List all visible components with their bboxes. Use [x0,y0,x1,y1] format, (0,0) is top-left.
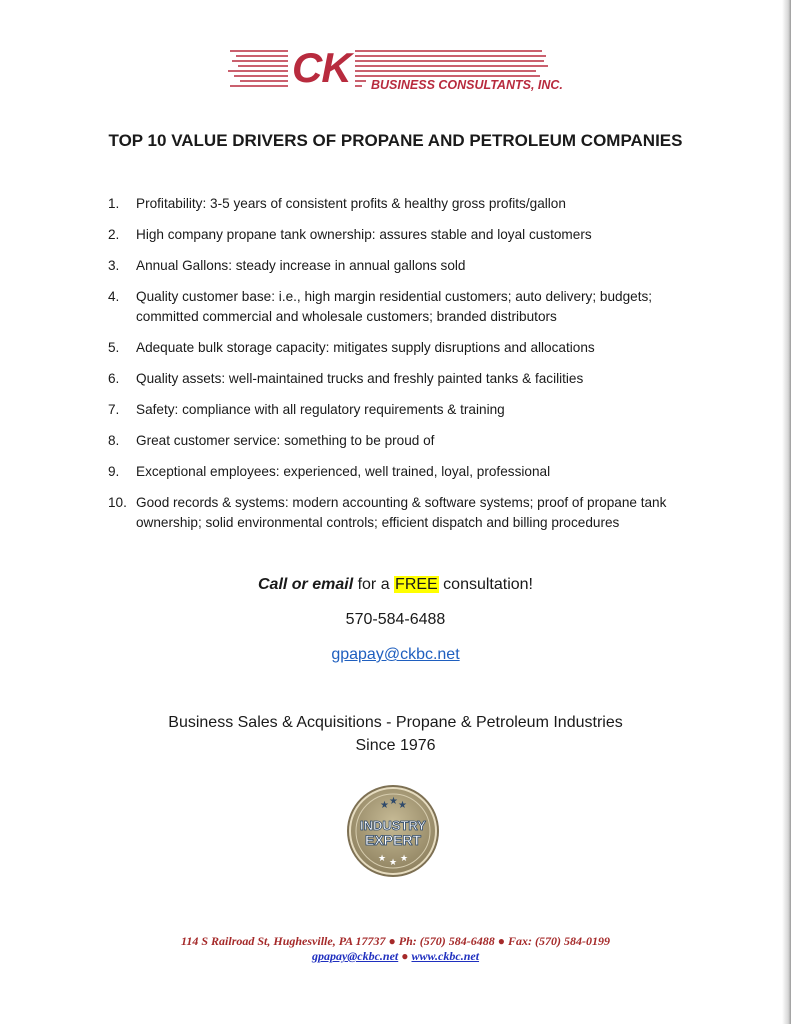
value-driver-text: Annual Gallons: steady increase in annual gallons sold [136,258,466,273]
value-driver-number: 7. [108,402,120,417]
value-driver-text: Quality assets: well-maintained trucks and freshly painted tanks & facilities [136,371,584,386]
badge-star-icon: ★ [400,853,409,863]
value-driver-number: 6. [108,371,120,386]
value-driver-item [108,225,708,245]
value-driver-item [108,338,708,358]
value-driver-text: Great customer service: something to be proud of [136,433,435,448]
value-driver-number: 10. [108,495,127,510]
value-driver-text: Adequate bulk storage capacity: mitigates supply disruptions and allocations [136,340,595,355]
value-driver-item [108,256,708,276]
value-driver-number: 9. [108,464,120,479]
badge-text-expert: EXPERT [364,832,422,848]
value-driver-item [108,194,708,214]
cta-mid-text: for a [353,576,395,593]
value-driver-item [108,369,708,389]
footer-website-link[interactable]: www.ckbc.net [411,949,480,963]
company-logo [226,44,562,98]
badge-star-icon: ★ [389,796,398,807]
value-driver-number: 8. [108,433,120,448]
business-description: Business Sales & Acquisitions - Propane & Petroleum Industries [168,714,623,731]
email-link[interactable]: gpapay@ckbc.net [331,646,460,663]
value-driver-text: Profitability: 3-5 years of consistent profits & healthy gross profits/gallon [136,196,566,211]
footer-email-link[interactable]: gpapay@ckbc.net [311,949,399,963]
footer-links [0,949,791,963]
badge-star-icon: ★ [378,853,387,863]
value-driver-text: Good records & systems: modern accounting & software systems; proof of propane tank ownership; solid environmental controls; efficient dispatch and billing procedures [136,495,667,530]
value-driver-number: 3. [108,258,120,273]
footer-separator: ● [398,949,412,963]
value-driver-number: 1. [108,196,120,211]
industry-expert-badge [346,784,440,878]
footer-address: 114 S Railroad St, Hughesville, PA 17737 ● Ph: (570) 584-6488 ● Fax: (570) 584-0199 [181,934,610,948]
value-driver-item [108,493,708,533]
value-driver-item [108,462,708,482]
badge-star-icon: ★ [389,857,398,867]
value-driver-item [108,287,708,327]
value-driver-number: 2. [108,227,120,242]
badge-star-icon: ★ [398,800,407,811]
logo-tagline: BUSINESS CONSULTANTS, INC. [371,78,563,92]
badge-text-industry: INDUSTRY [360,818,426,833]
value-driver-item [108,400,708,420]
value-drivers-list [108,194,708,544]
document-title: TOP 10 VALUE DRIVERS OF PROPANE AND PETROLEUM COMPANIES [108,131,683,150]
value-driver-text: Quality customer base: i.e., high margin residential customers; auto delivery; budgets; committed commercial and wholesale customers; branded distributors [136,289,653,324]
value-driver-text: Exceptional employees: experienced, well trained, loyal, professional [136,464,551,479]
value-driver-text: High company propane tank ownership: assures stable and loyal customers [136,227,592,242]
since-year: Since 1976 [355,737,436,754]
value-driver-text: Safety: compliance with all regulatory requirements & training [136,402,505,417]
consultation-call-to-action [0,574,791,596]
value-driver-number: 4. [108,289,120,304]
email-line [0,644,791,666]
badge-star-icon: ★ [380,800,389,811]
value-driver-number: 5. [108,340,120,355]
cta-end-text: consultation! [438,576,533,593]
cta-emphasis: Call or email [257,576,354,593]
value-driver-item [108,431,708,451]
phone-number: 570-584-6488 [345,611,446,628]
logo-mark: CK [288,46,355,90]
page-edge-shadow [782,0,791,1024]
cta-highlight-free: FREE [395,576,438,593]
